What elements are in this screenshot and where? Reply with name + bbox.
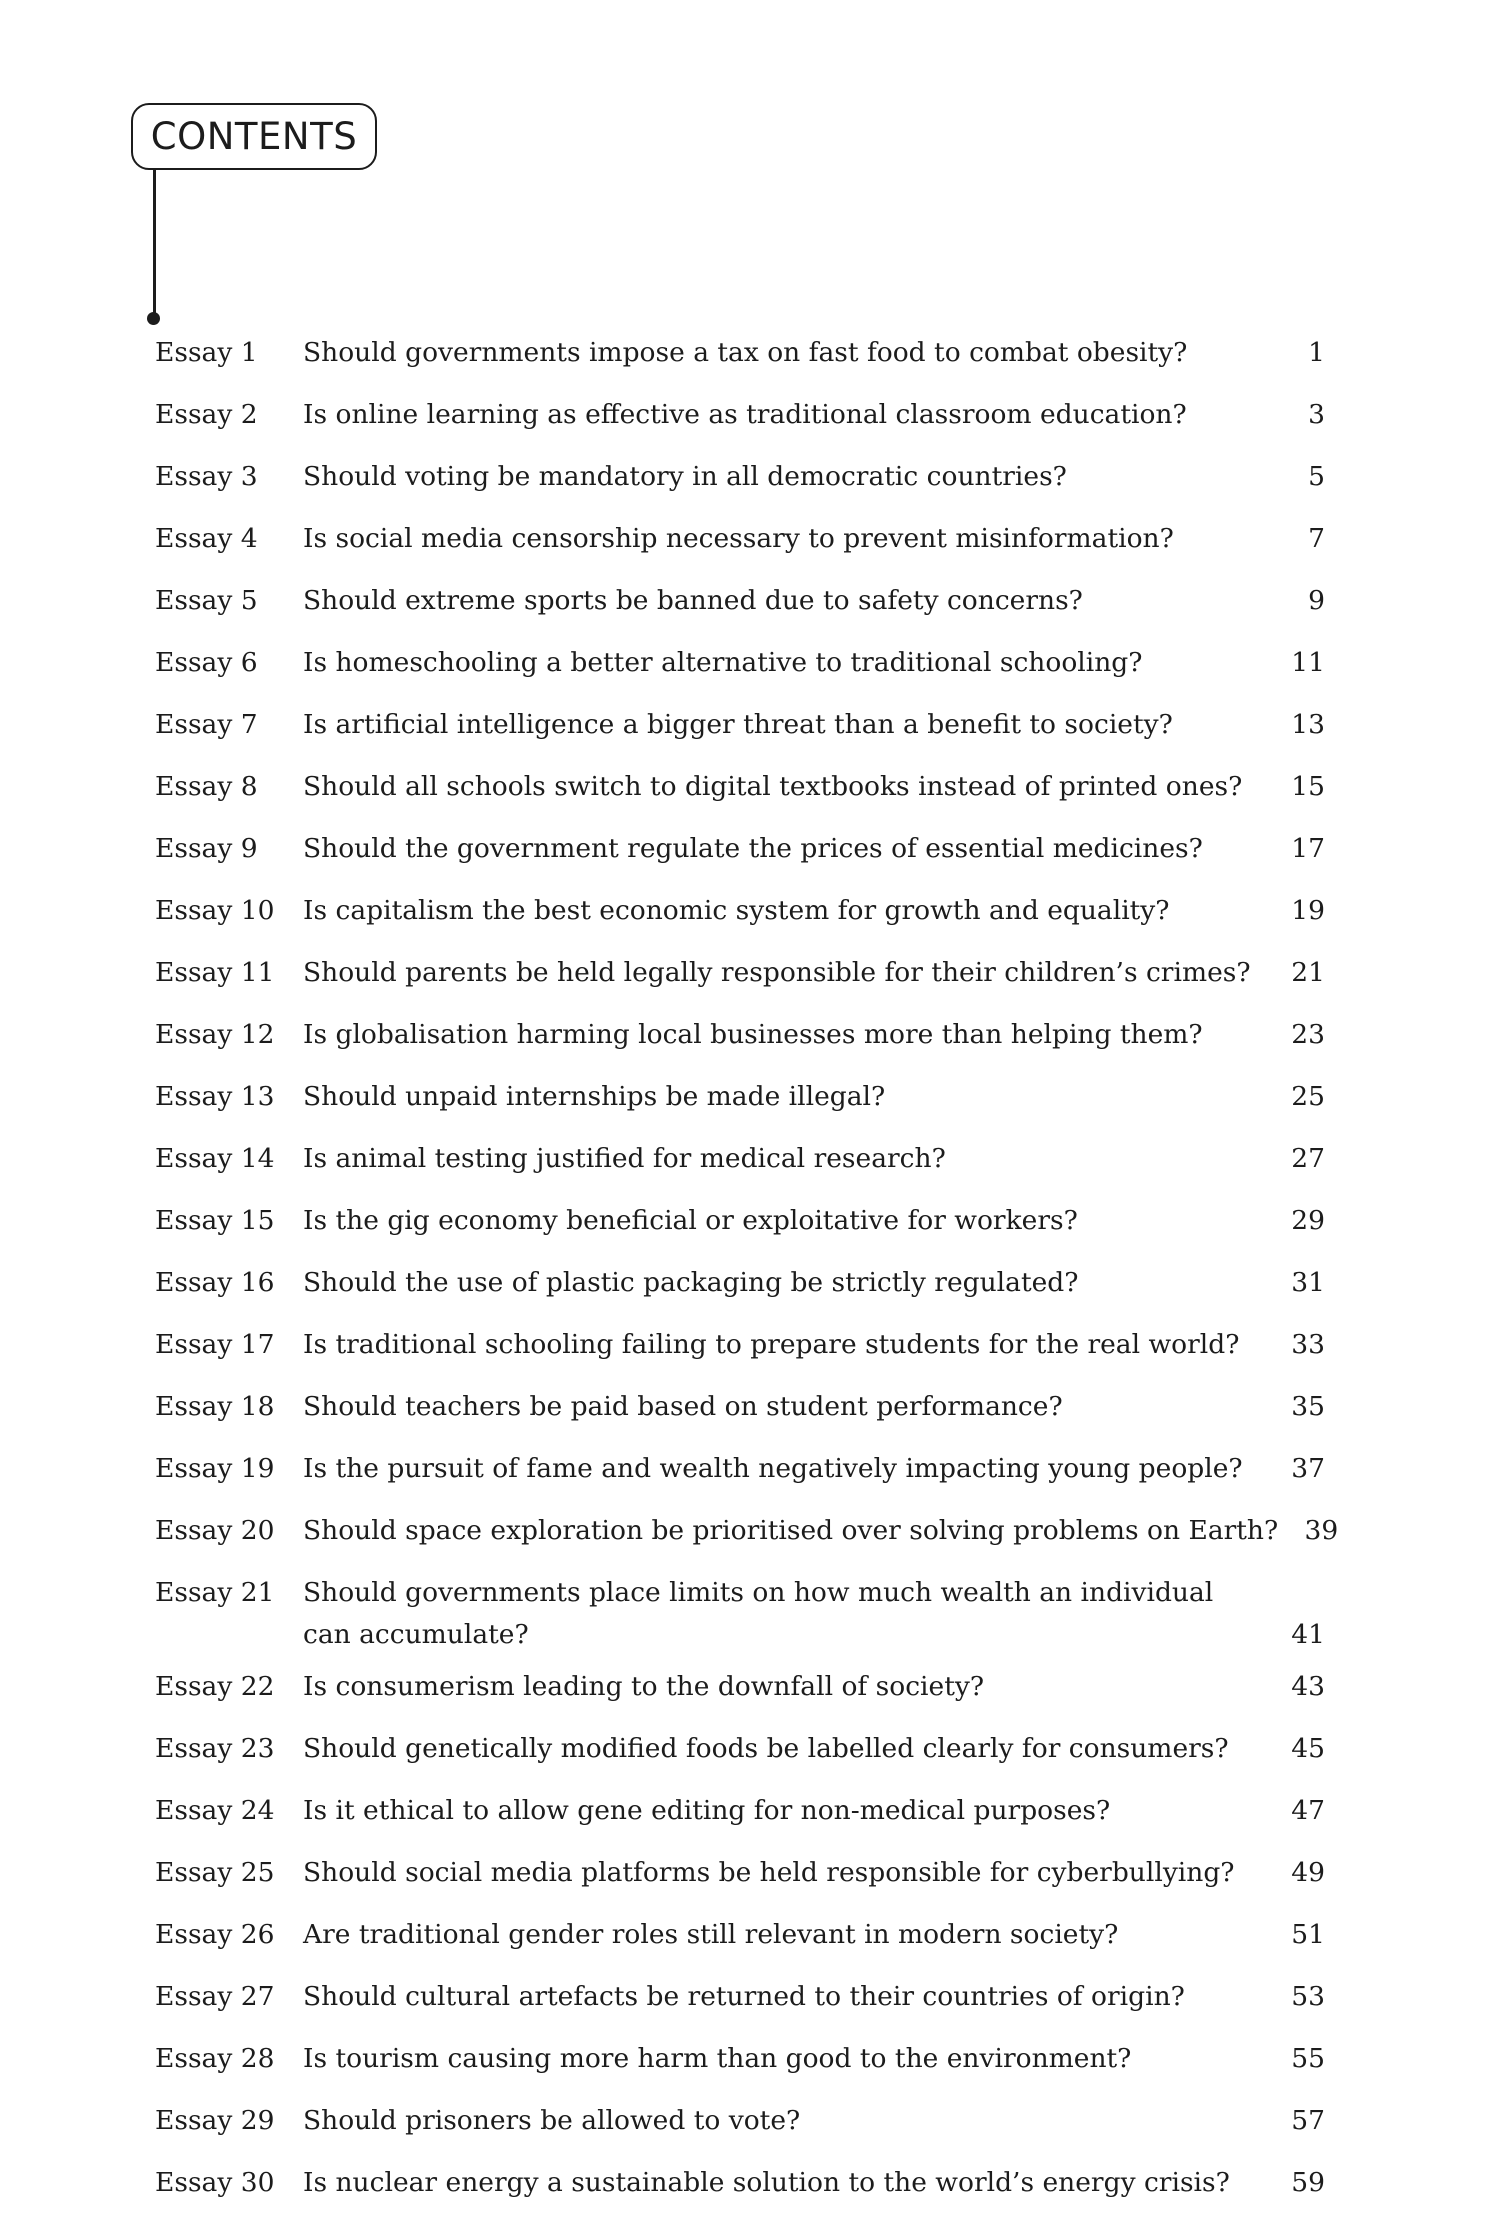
- page-number: 15: [1291, 771, 1325, 802]
- page-number: 9: [1308, 585, 1325, 616]
- page-number: 5: [1308, 461, 1325, 492]
- toc-entry-essay-15[interactable]: [155, 1200, 1325, 1252]
- heading-connector-dot: [147, 312, 160, 325]
- essay-label: Essay 27: [155, 1981, 275, 2012]
- essay-title: Should governments place limits on how much wealth an individual can accumulate?: [303, 1577, 1214, 1650]
- page-number: 1: [1308, 337, 1325, 368]
- essay-title: Is globalisation harming local businesses more than helping them?: [303, 1019, 1203, 1050]
- page-number: 23: [1291, 1019, 1325, 1050]
- table-of-contents: [155, 332, 1339, 2224]
- page-number: 37: [1291, 1453, 1325, 1484]
- essay-title: Should prisoners be allowed to vote?: [303, 2105, 801, 2136]
- toc-entry-essay-13[interactable]: [155, 1076, 1325, 1128]
- essay-title: Should the government regulate the prices of essential medicines?: [303, 833, 1203, 864]
- essay-label: Essay 5: [155, 585, 258, 616]
- essay-title: Are traditional gender roles still relevant in modern society?: [303, 1919, 1119, 1950]
- page-number: 13: [1291, 709, 1325, 740]
- page-number: 53: [1291, 1981, 1325, 2012]
- page-number: 17: [1291, 833, 1325, 864]
- essay-label: Essay 17: [155, 1329, 275, 1360]
- essay-title: Should all schools switch to digital textbooks instead of printed ones?: [303, 771, 1243, 802]
- toc-entry-essay-2[interactable]: [155, 394, 1325, 446]
- essay-title: Should extreme sports be banned due to safety concerns?: [303, 585, 1083, 616]
- essay-title: Should social media platforms be held responsible for cyberbullying?: [303, 1857, 1235, 1888]
- page-number: 57: [1291, 2105, 1325, 2136]
- toc-entry-essay-19[interactable]: [155, 1448, 1325, 1500]
- essay-label: Essay 16: [155, 1267, 275, 1298]
- page-number: 47: [1291, 1795, 1325, 1826]
- essay-title: Is the gig economy beneficial or exploitative for workers?: [303, 1205, 1078, 1236]
- toc-entry-essay-8[interactable]: [155, 766, 1325, 818]
- essay-title: Is traditional schooling failing to prepare students for the real world?: [303, 1329, 1240, 1360]
- essay-label: Essay 4: [155, 523, 258, 554]
- toc-entry-essay-11[interactable]: [155, 952, 1325, 1004]
- toc-entry-essay-12[interactable]: [155, 1014, 1325, 1066]
- essay-label: Essay 7: [155, 709, 258, 740]
- essay-label: Essay 23: [155, 1733, 275, 1764]
- toc-entry-essay-9[interactable]: [155, 828, 1325, 880]
- toc-entry-essay-18[interactable]: [155, 1386, 1325, 1438]
- page-number: 41: [1291, 1619, 1325, 1650]
- page-number: 33: [1291, 1329, 1325, 1360]
- page-number: 49: [1291, 1857, 1325, 1888]
- essay-label: Essay 15: [155, 1205, 275, 1236]
- essay-label: Essay 19: [155, 1453, 275, 1484]
- page-number: 39: [1304, 1515, 1339, 1546]
- essay-label: Essay 3: [155, 461, 258, 492]
- essay-title: Should governments impose a tax on fast food to combat obesity?: [303, 337, 1188, 368]
- contents-heading-box: [131, 103, 377, 170]
- essay-label: Essay 25: [155, 1857, 275, 1888]
- essay-title: Is tourism causing more harm than good to the environment?: [303, 2043, 1132, 2074]
- essay-label: Essay 10: [155, 895, 275, 926]
- essay-title: Should voting be mandatory in all democratic countries?: [303, 461, 1067, 492]
- toc-entry-essay-16[interactable]: [155, 1262, 1325, 1314]
- toc-entry-essay-27[interactable]: [155, 1976, 1325, 2028]
- page-number: 19: [1291, 895, 1325, 926]
- essay-label: Essay 13: [155, 1081, 275, 1112]
- toc-entry-essay-29[interactable]: [155, 2100, 1325, 2152]
- essay-title: Is it ethical to allow gene editing for non-medical purposes?: [303, 1795, 1111, 1826]
- essay-label: Essay 30: [155, 2167, 275, 2198]
- toc-entry-essay-6[interactable]: [155, 642, 1325, 694]
- toc-entry-essay-3[interactable]: [155, 456, 1325, 508]
- essay-title: Is the pursuit of fame and wealth negatively impacting young people?: [303, 1453, 1243, 1484]
- page-number: 45: [1291, 1733, 1325, 1764]
- page-number: 29: [1291, 1205, 1325, 1236]
- essay-label: Essay 26: [155, 1919, 275, 1950]
- essay-label: Essay 9: [155, 833, 258, 864]
- essay-label: Essay 21: [155, 1577, 275, 1608]
- heading-connector-line: [153, 170, 156, 316]
- page-number: 35: [1291, 1391, 1325, 1422]
- page-title: CONTENTS: [150, 115, 358, 158]
- essay-title: Is social media censorship necessary to prevent misinformation?: [303, 523, 1174, 554]
- essay-label: Essay 2: [155, 399, 258, 430]
- essay-label: Essay 29: [155, 2105, 275, 2136]
- page-number: 27: [1291, 1143, 1325, 1174]
- page-number: 3: [1308, 399, 1325, 430]
- toc-entry-essay-17[interactable]: [155, 1324, 1325, 1376]
- toc-entry-essay-10[interactable]: [155, 890, 1325, 942]
- essay-title: Should cultural artefacts be returned to their countries of origin?: [303, 1981, 1185, 2012]
- toc-entry-essay-26[interactable]: [155, 1914, 1325, 1966]
- toc-entry-essay-7[interactable]: [155, 704, 1325, 756]
- essay-label: Essay 28: [155, 2043, 275, 2074]
- essay-title: Is animal testing justified for medical research?: [303, 1143, 946, 1174]
- essay-label: Essay 24: [155, 1795, 275, 1826]
- page-number: 51: [1291, 1919, 1325, 1950]
- toc-entry-essay-30[interactable]: [155, 2162, 1325, 2214]
- essay-label: Essay 12: [155, 1019, 275, 1050]
- essay-label: Essay 6: [155, 647, 258, 678]
- essay-title: Should unpaid internships be made illegal?: [303, 1081, 886, 1112]
- page-number: 21: [1291, 957, 1325, 988]
- toc-entry-essay-21[interactable]: [155, 1572, 1325, 1656]
- essay-label: Essay 1: [155, 337, 258, 368]
- essay-label: Essay 11: [155, 957, 275, 988]
- page-number: 7: [1308, 523, 1325, 554]
- essay-label: Essay 18: [155, 1391, 275, 1422]
- toc-entry-essay-23[interactable]: [155, 1728, 1325, 1780]
- toc-entry-essay-22[interactable]: [155, 1666, 1325, 1718]
- page-number: 55: [1291, 2043, 1325, 2074]
- essay-title: Is homeschooling a better alternative to traditional schooling?: [303, 647, 1143, 678]
- essay-title: Is capitalism the best economic system for growth and equality?: [303, 895, 1170, 926]
- toc-entry-essay-28[interactable]: [155, 2038, 1325, 2090]
- essay-label: Essay 8: [155, 771, 258, 802]
- page-number: 59: [1291, 2167, 1325, 2198]
- toc-entry-essay-1[interactable]: [155, 332, 1325, 384]
- essay-title: Should space exploration be prioritised over solving problems on Earth?: [303, 1515, 1279, 1546]
- toc-entry-essay-24[interactable]: [155, 1790, 1325, 1842]
- essay-label: Essay 22: [155, 1671, 275, 1702]
- toc-entry-essay-14[interactable]: [155, 1138, 1325, 1190]
- toc-entry-essay-25[interactable]: [155, 1852, 1325, 1904]
- essay-title: Should parents be held legally responsible for their children’s crimes?: [303, 957, 1251, 988]
- essay-title: Should genetically modified foods be labelled clearly for consumers?: [303, 1733, 1229, 1764]
- essay-title: Is nuclear energy a sustainable solution to the world’s energy crisis?: [303, 2167, 1230, 2198]
- page-number: 25: [1291, 1081, 1325, 1112]
- essay-title: Should the use of plastic packaging be strictly regulated?: [303, 1267, 1079, 1298]
- essay-label: Essay 20: [155, 1515, 275, 1546]
- essay-label: Essay 14: [155, 1143, 275, 1174]
- page-number: 31: [1291, 1267, 1325, 1298]
- toc-entry-essay-4[interactable]: [155, 518, 1325, 570]
- essay-title: Is online learning as effective as traditional classroom education?: [303, 399, 1187, 430]
- page-number: 11: [1291, 647, 1325, 678]
- essay-title: Is artificial intelligence a bigger threat than a benefit to society?: [303, 709, 1173, 740]
- essay-title: Should teachers be paid based on student performance?: [303, 1391, 1063, 1422]
- page-number: 43: [1291, 1671, 1325, 1702]
- toc-entry-essay-20[interactable]: [155, 1510, 1339, 1562]
- toc-entry-essay-5[interactable]: [155, 580, 1325, 632]
- essay-title: Is consumerism leading to the downfall of society?: [303, 1671, 985, 1702]
